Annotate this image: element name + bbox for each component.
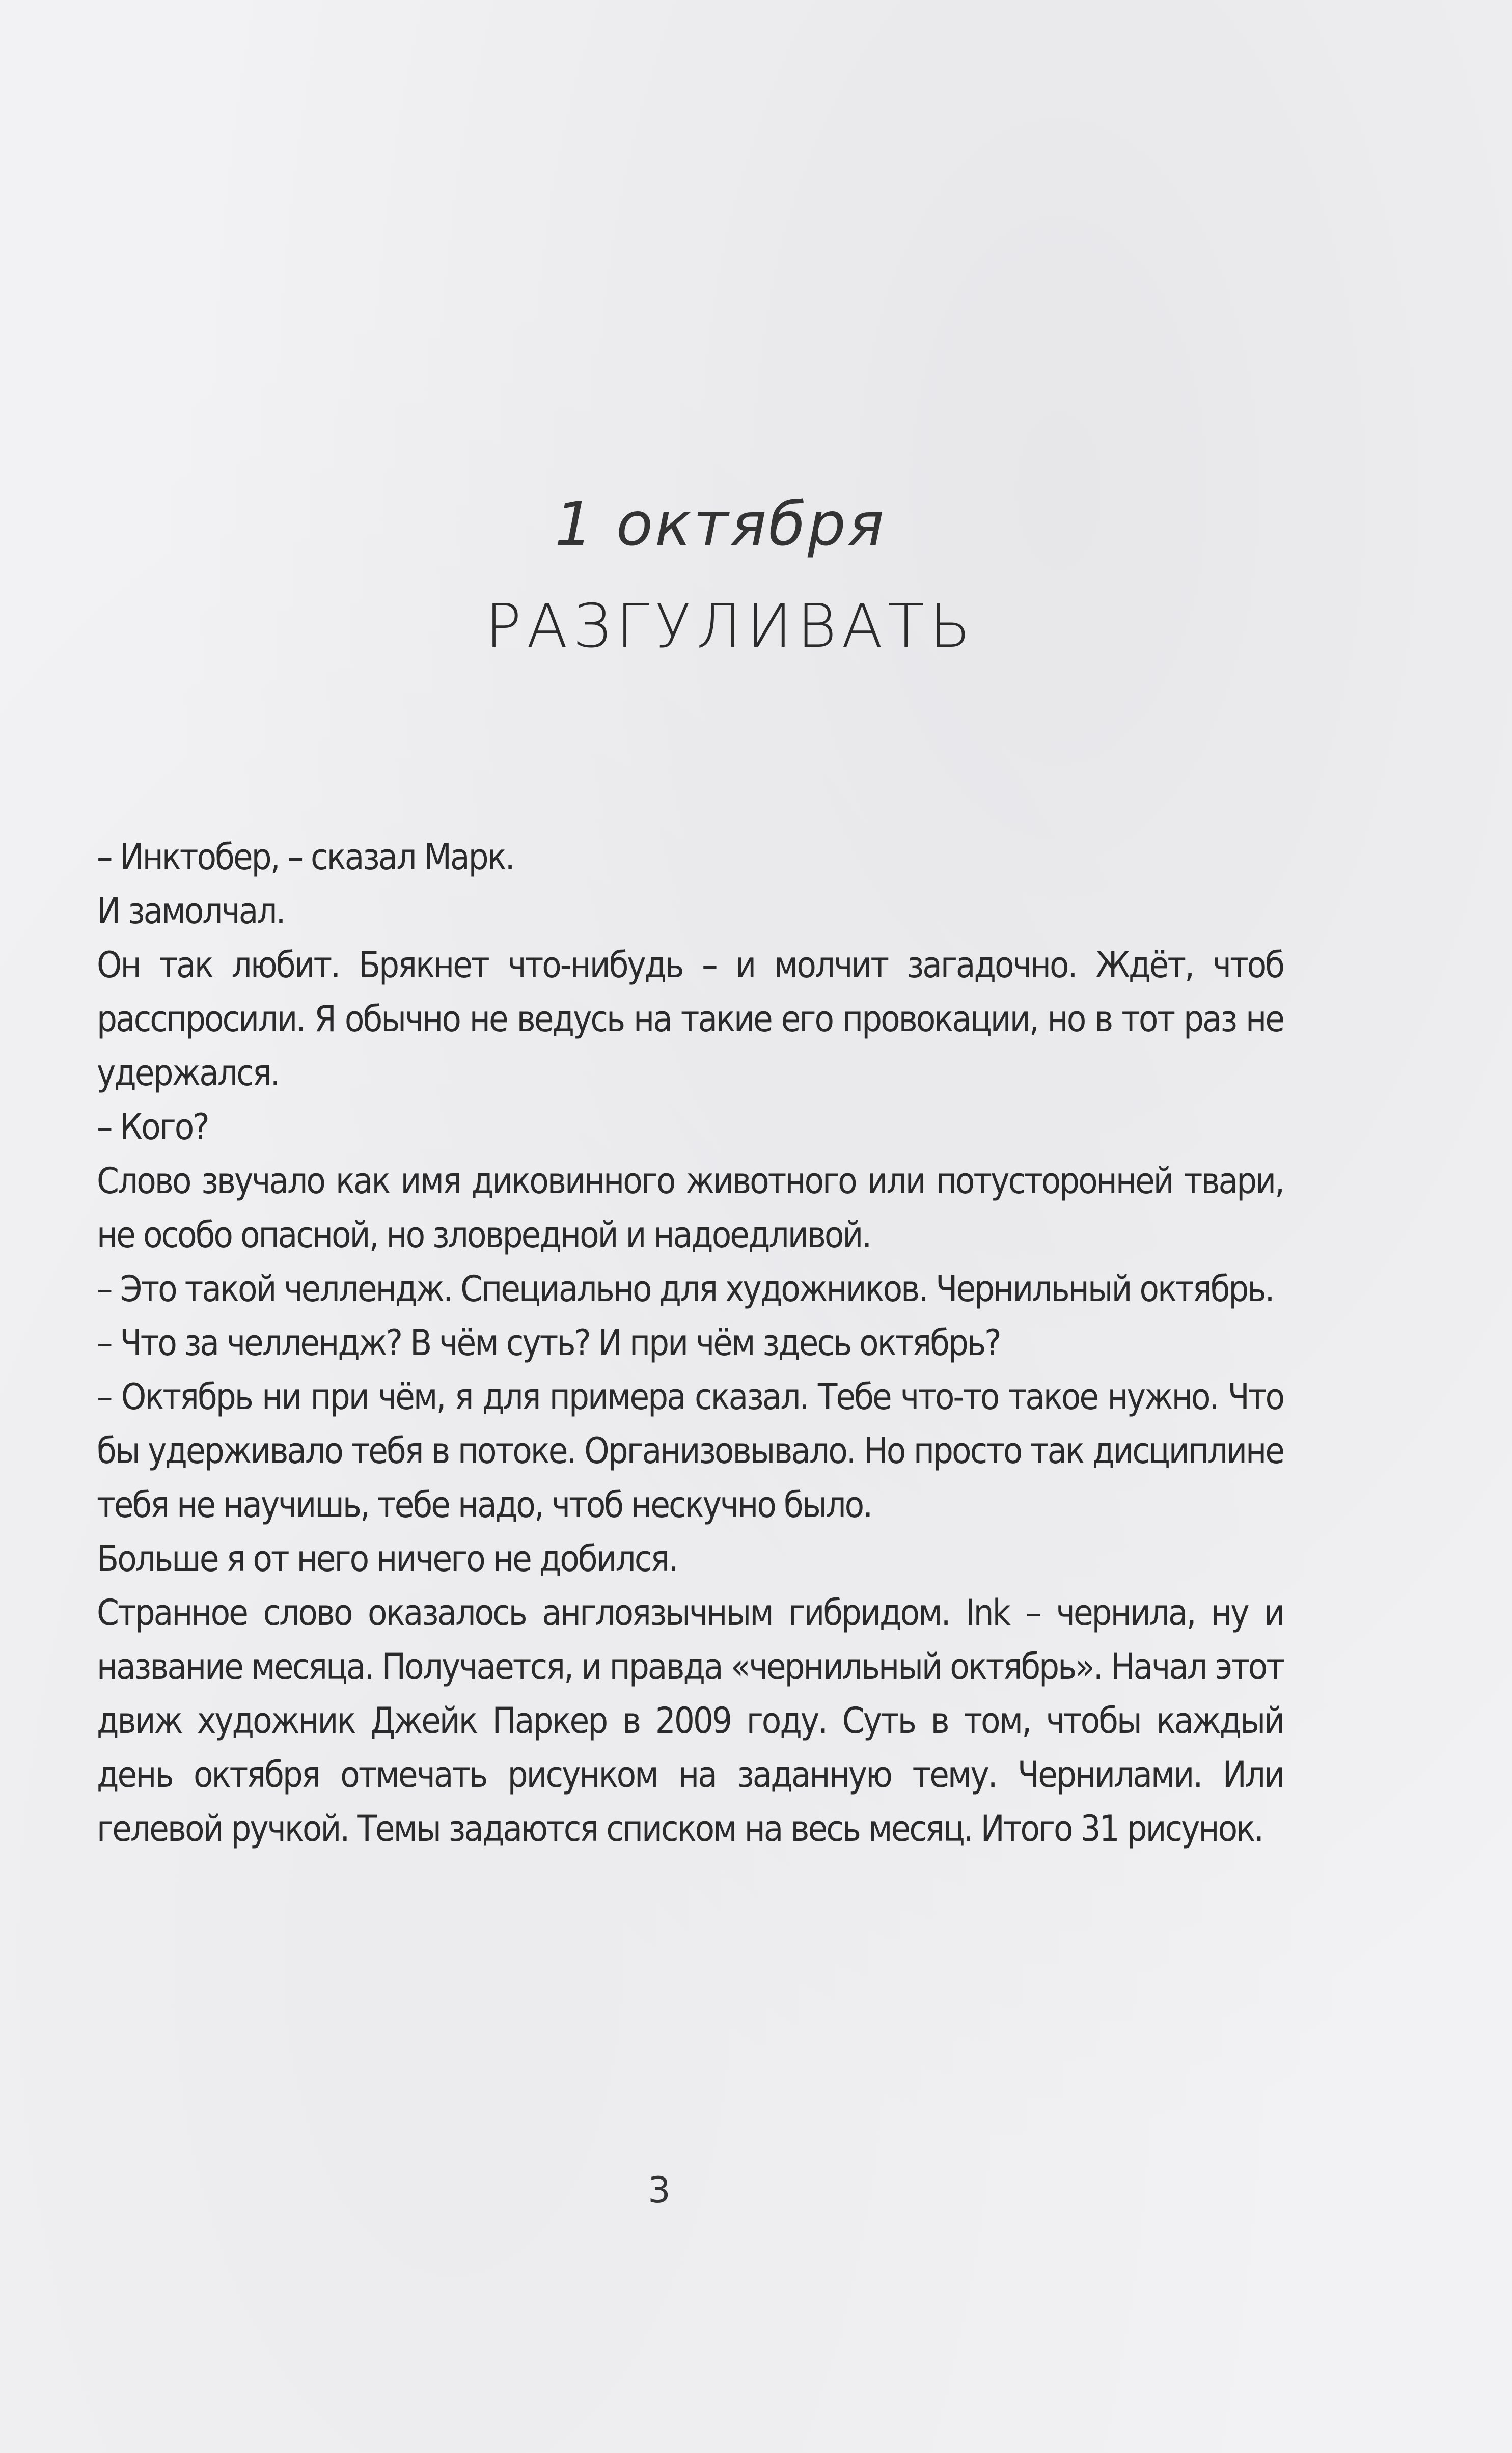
paragraph: – Что за челлендж? В чём суть? И при чём здесь октябрь? xyxy=(97,1322,1000,1364)
paragraph: И замолчал. xyxy=(97,890,285,932)
paragraph: – Инктобер, – сказал Марк. xyxy=(97,836,514,878)
paragraph: – Октябрь ни при чём, я для примера сказал. Тебе что-то такое нужно. Что бы удерживало тебя в потоке. Организовывало. Но просто так дисциплине тебя не научишь, тебе надо, чтоб нескучно было. xyxy=(97,1376,1283,1526)
paragraph: Слово звучало как имя диковинного животного или потусторонней твари, не особо опасной, но зловредной и надоедливой. xyxy=(97,1160,1283,1256)
paragraph: Странное слово оказалось англоязычным гибридом. Ink – чернила, ну и название месяца. Получается, и правда «чернильный октябрь». Начал этот движ художник Джейк Паркер в 2009 году. Суть в том, чтобы каждый день октября отмечать рисунком на заданную тему. Чернилами. Или гелевой ручкой. Темы задаются списком на весь месяц. Итого 31 рисунок. xyxy=(97,1592,1283,1850)
chapter-body xyxy=(97,830,1283,1856)
paragraph: Он так любит. Брякнет что-нибудь – и молчит загадочно. Ждёт, чтоб расспросили. Я обычно не ведусь на такие его провокации, но в тот раз не удержался. xyxy=(97,944,1283,1094)
paragraph: – Это такой челлендж. Специально для художников. Чернильный октябрь. xyxy=(97,1268,1274,1310)
page-number: 3 xyxy=(648,2169,671,2211)
chapter-date: 1 октября xyxy=(555,489,886,559)
chapter-title: РАЗГУЛИВАТЬ xyxy=(485,591,976,661)
paragraph: Больше я от него ничего не добился. xyxy=(97,1538,677,1580)
paragraph: – Кого? xyxy=(97,1106,208,1148)
